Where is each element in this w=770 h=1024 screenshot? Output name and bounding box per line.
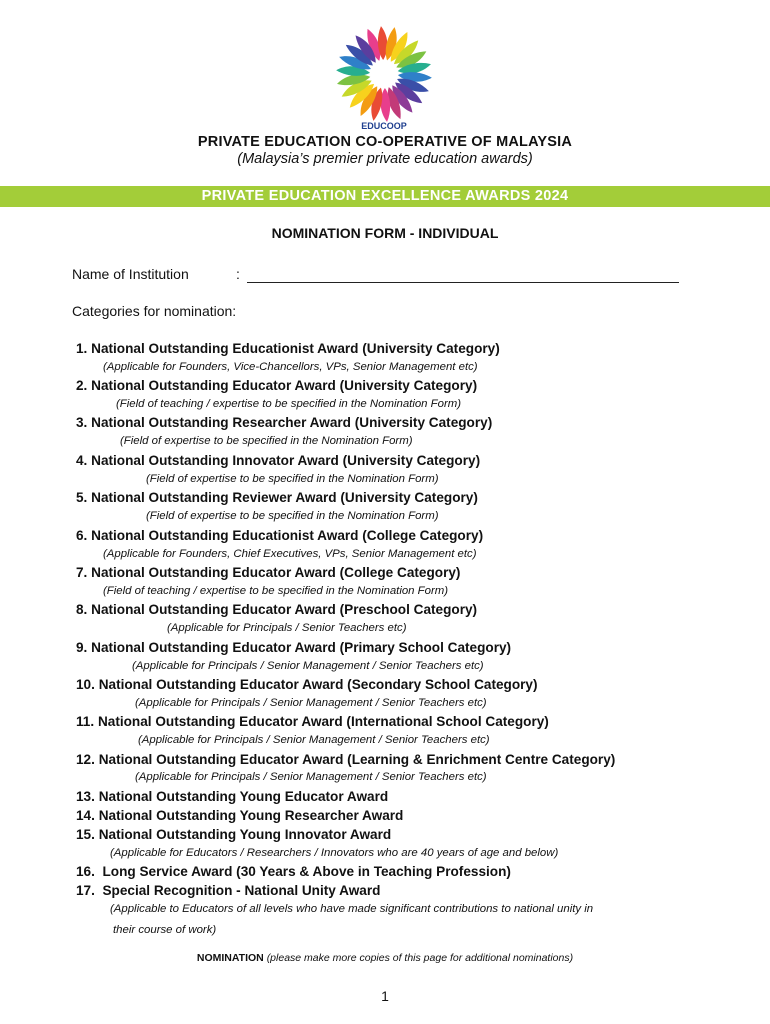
category-item: 2. National Outstanding Educator Award (University Category) (76, 378, 478, 393)
category-note: (Field of expertise to be specified in the Nomination Form) (120, 435, 413, 447)
educoop-logo (332, 22, 436, 132)
institution-label: Name of Institution (72, 266, 189, 282)
category-item: 11. National Outstanding Educator Award (International School Category) (76, 714, 549, 729)
category-item: 4. National Outstanding Innovator Award (University Category) (76, 453, 481, 468)
category-note: (Applicable for Principals / Senior Teachers etc) (167, 622, 407, 634)
category-note: (Applicable for Founders, Vice-Chancellors, VPs, Senior Management etc) (103, 361, 478, 373)
categories-label: Categories for nomination: (72, 303, 237, 319)
category-item: 3. National Outstanding Researcher Award (University Category) (76, 415, 493, 430)
category-note: (Applicable for Principals / Senior Management / Senior Teachers etc) (135, 771, 487, 783)
category-item: 8. National Outstanding Educator Award (Preschool Category) (76, 602, 478, 617)
category-item: 10. National Outstanding Educator Award (Secondary School Category) (76, 677, 538, 692)
category-item: 6. National Outstanding Educationist Award (College Category) (76, 528, 484, 543)
institution-colon: : (236, 266, 240, 282)
nomination-note: (please make more copies of this page for additional nominations) (266, 952, 574, 964)
logo-wordmark: EDUCOOP (361, 121, 407, 131)
category-note-continued: their course of work) (113, 924, 217, 936)
category-item: 5. National Outstanding Reviewer Award (University Category) (76, 490, 478, 505)
category-item: 15. National Outstanding Young Innovator Award (76, 827, 392, 842)
organization-tagline: (Malaysia’s premier private education awards) (237, 151, 533, 167)
nomination-label: NOMINATION (196, 952, 264, 964)
category-note: (Applicable for Founders, Chief Executives, VPs, Senior Management etc) (103, 548, 477, 560)
category-note: (Applicable for Principals / Senior Management / Senior Teachers etc) (135, 697, 487, 709)
category-note: (Applicable for Principals / Senior Management / Senior Teachers etc) (138, 734, 490, 746)
page-number: 1 (381, 988, 389, 1004)
form-title: NOMINATION FORM - INDIVIDUAL (271, 225, 499, 241)
nomination-footer (0, 952, 770, 964)
category-item: 17. Special Recognition - National Unity Award (76, 883, 381, 898)
category-note: (Field of teaching / expertise to be specified in the Nomination Form) (103, 585, 449, 597)
institution-field[interactable] (247, 282, 679, 283)
category-note: (Field of teaching / expertise to be specified in the Nomination Form) (116, 398, 462, 410)
awards-banner (0, 186, 770, 207)
category-note: (Field of expertise to be specified in the Nomination Form) (146, 510, 439, 522)
category-item: 1. National Outstanding Educationist Award (University Category) (76, 341, 500, 356)
category-item: 13. National Outstanding Young Educator Award (76, 789, 389, 804)
category-item: 14. National Outstanding Young Researcher Award (76, 808, 404, 823)
awards-banner-title: PRIVATE EDUCATION EXCELLENCE AWARDS 2024 (201, 188, 569, 204)
category-item: 9. National Outstanding Educator Award (Primary School Category) (76, 640, 512, 655)
category-note: (Applicable for Principals / Senior Management / Senior Teachers etc) (132, 660, 484, 672)
organization-name: PRIVATE EDUCATION CO-OPERATIVE OF MALAYSIA (197, 134, 573, 150)
category-note: (Field of expertise to be specified in the Nomination Form) (146, 473, 439, 485)
category-item: 12. National Outstanding Educator Award (Learning & Enrichment Centre Category) (76, 752, 616, 767)
category-note: (Applicable to Educators of all levels who have made significant contributions to national unity in (110, 903, 594, 915)
category-note: (Applicable for Educators / Researchers / Innovators who are 40 years of age and below) (110, 847, 559, 859)
category-item: 7. National Outstanding Educator Award (College Category) (76, 565, 461, 580)
category-item: 16. Long Service Award (30 Years & Above in Teaching Profession) (76, 864, 511, 879)
